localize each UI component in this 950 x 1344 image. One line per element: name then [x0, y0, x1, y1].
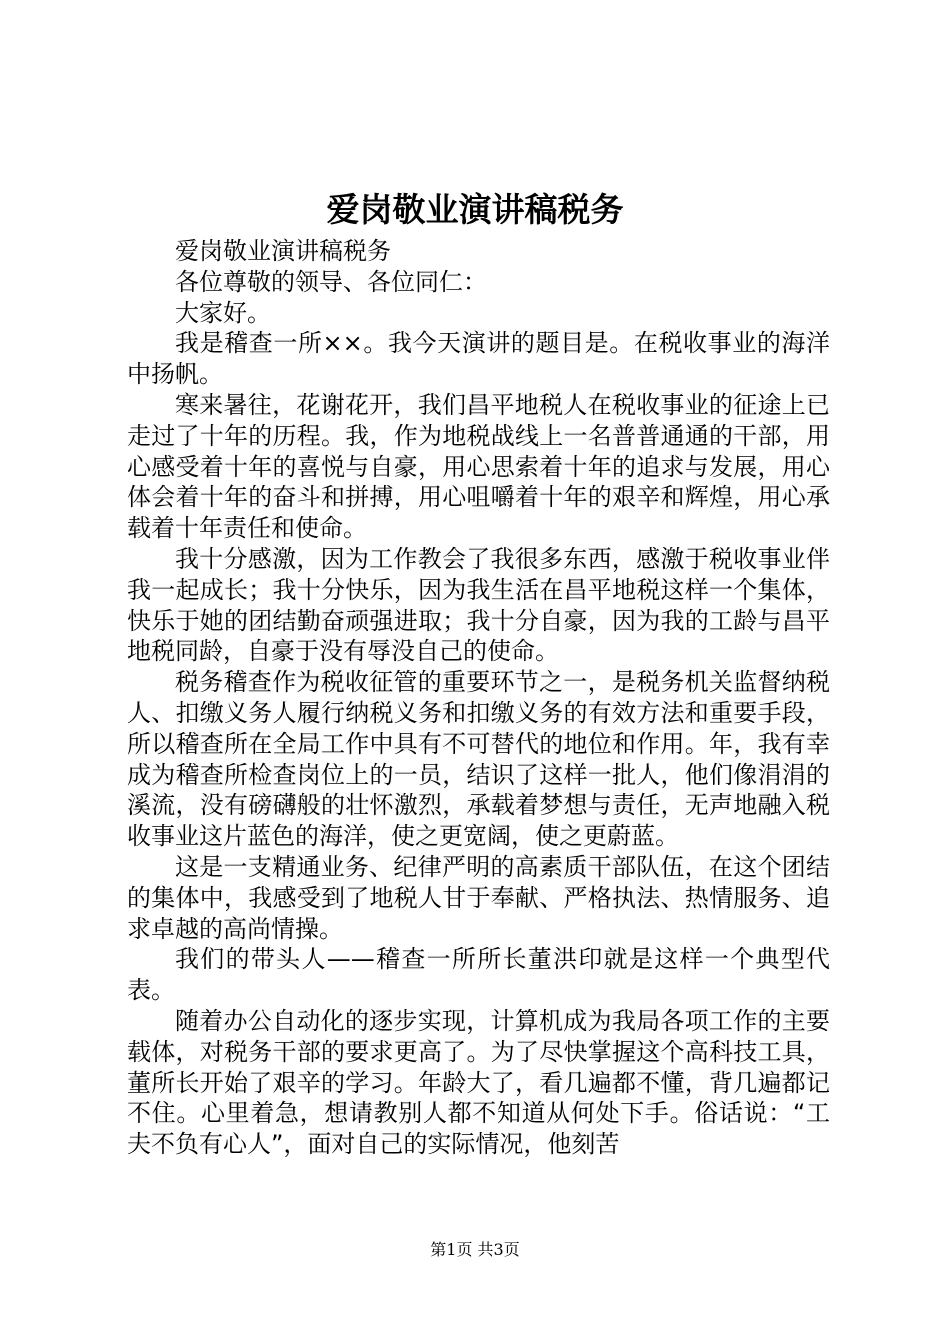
- paragraph-greeting: 大家好。: [175, 298, 271, 327]
- paragraph-heading: 爱岗敬业演讲稿税务: [175, 237, 391, 265]
- paragraph: 寒来暑往，花谢花开，我们昌平地税人在税收事业的征途上已走过了十年的历程。我，作为地税战线上一名普普通通的干部，用心感受着十年的喜悦与自豪，用心思索着十年的追求与发展，用心体会着十年的奋斗和拼搏，用心咀嚼着十年的艰辛和辉煌，用心承载着十年责任和使命。: [127, 390, 830, 543]
- paragraph: 我们的带头人——稽查一所所长董洪印就是这样一个典型代表。: [127, 945, 830, 1005]
- document-title: 爱岗敬业演讲稿税务: [326, 190, 624, 229]
- paragraph: 税务稽查作为税收征管的重要环节之一，是税务机关监督纳税人、扣缴义务人履行纳税义务和扣缴义务的有效方法和重要手段，所以稽查所在全局工作中具有不可替代的地位和作用。年，我有幸成为稽查所检查岗位上的一员，结识了这样一批人，他们像涓涓的溪流，没有磅礴般的壮怀激烈，承载着梦想与责任，无声地融入税收事业这片蓝色的海洋，使之更宽阔，使之更蔚蓝。: [127, 668, 830, 851]
- paragraph: 随着办公自动化的逐步实现，计算机成为我局各项工作的主要载体，对税务干部的要求更高了。为了尽快掌握这个高科技工具，董所长开始了艰辛的学习。年龄大了，看几遍都不懂，背几遍都记不住。心里着急，想请教别人都不知道从何处下手。俗话说：“工夫不负有心人”，面对自己的实际情况，他刻苦: [127, 1006, 830, 1159]
- paragraph: 我十分感激，因为工作教会了我很多东西，感激于税收事业伴我一起成长；我十分快乐，因为我生活在昌平地税这样一个集体，快乐于她的团结勤奋顽强进取；我十分自豪，因为我的工龄与昌平地税同龄，自豪于没有辱没自己的使命。: [127, 544, 830, 666]
- document-body: [127, 236, 830, 1160]
- paragraph: 这是一支精通业务、纪律严明的高素质干部队伍，在这个团结的集体中，我感受到了地税人甘于奉献、严格执法、热情服务、追求卓越的高尚情操。: [127, 852, 830, 943]
- page-footer: 第1页 共3页: [430, 1240, 520, 1259]
- paragraph-salutation: 各位尊敬的领导、各位同仁：: [175, 267, 487, 296]
- paragraph: 我是稽查一所××。我今天演讲的题目是。在税收事业的海洋中扬帆。: [127, 329, 830, 389]
